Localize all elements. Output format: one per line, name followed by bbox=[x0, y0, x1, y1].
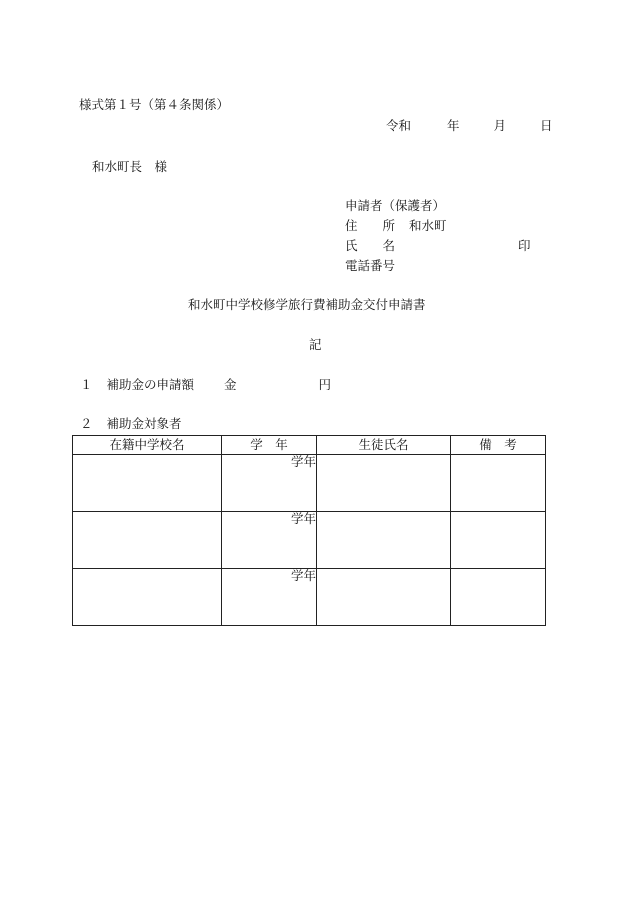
ki-mark: 記 bbox=[309, 337, 322, 352]
applicant-heading: 申請者（保護者） bbox=[345, 198, 446, 213]
applicant-address-line bbox=[345, 218, 447, 234]
item1-kin: 金 bbox=[224, 377, 237, 392]
subjects-table bbox=[72, 435, 546, 626]
header-notes: 備 考 bbox=[451, 436, 546, 455]
item1-label: 補助金の申請額 bbox=[106, 377, 195, 392]
item1-yen: 円 bbox=[318, 377, 332, 392]
school-cell[interactable] bbox=[73, 512, 222, 569]
header-school: 在籍中学校名 bbox=[73, 436, 222, 455]
date-era: 令和 bbox=[386, 118, 412, 133]
date-day: 日 bbox=[539, 118, 553, 133]
school-cell[interactable] bbox=[73, 455, 222, 512]
header-student: 生徒氏名 bbox=[317, 436, 451, 455]
table-row bbox=[73, 455, 546, 512]
table-row bbox=[73, 512, 546, 569]
notes-cell[interactable] bbox=[451, 569, 546, 626]
student-cell[interactable] bbox=[317, 455, 451, 512]
date-year: 年 bbox=[446, 118, 460, 133]
item1-number: １ bbox=[80, 377, 93, 392]
table-row bbox=[73, 569, 546, 626]
header-grade: 学 年 bbox=[222, 436, 317, 455]
item1-line bbox=[80, 377, 331, 393]
document-title: 和水町中学校修学旅行費補助金交付申請書 bbox=[188, 297, 426, 312]
table-header-row bbox=[73, 436, 546, 455]
student-cell[interactable] bbox=[317, 569, 451, 626]
student-cell[interactable] bbox=[317, 512, 451, 569]
grade-cell[interactable]: 学年 bbox=[222, 512, 317, 569]
item2-label: 補助金対象者 bbox=[106, 416, 182, 431]
item2-line bbox=[80, 416, 182, 432]
address-value: 和水町 bbox=[409, 218, 447, 233]
applicant-phone-label: 電話番号 bbox=[345, 258, 396, 273]
date-month: 月 bbox=[493, 118, 506, 133]
seal-mark: 印 bbox=[518, 238, 531, 253]
notes-cell[interactable] bbox=[451, 512, 546, 569]
grade-cell[interactable]: 学年 bbox=[222, 455, 317, 512]
address-label: 住 所 bbox=[345, 218, 396, 233]
school-cell[interactable] bbox=[73, 569, 222, 626]
notes-cell[interactable] bbox=[451, 455, 546, 512]
item2-number: ２ bbox=[80, 416, 93, 431]
applicant-name-label: 氏 名 bbox=[345, 238, 396, 253]
form-label: 様式第１号（第４条関係） bbox=[79, 97, 230, 112]
grade-cell[interactable]: 学年 bbox=[222, 569, 317, 626]
addressee: 和水町長 様 bbox=[92, 159, 168, 174]
date-line bbox=[386, 118, 552, 134]
